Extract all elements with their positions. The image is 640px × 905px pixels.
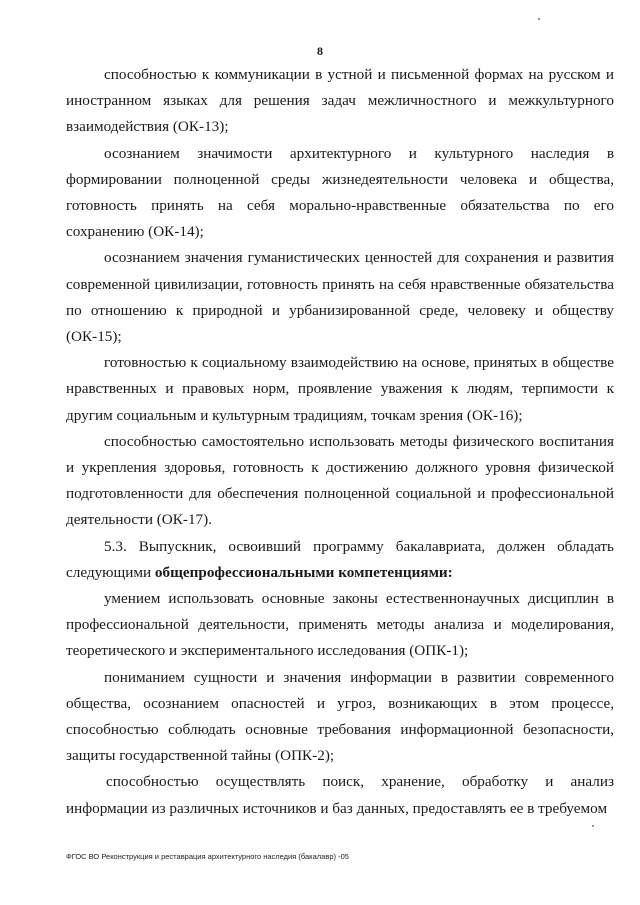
paragraph-opk-3-start: способностью осуществлять поиск, хранение, обработку и анализ информации из различных источников и баз данных, предоставлять ее в требуемом [66,773,614,817]
section-5-3 [66,534,614,586]
scan-speck [538,18,540,20]
paragraph-ok-17: способностью самостоятельно использовать методы физического воспитания и укрепления здоровья, готовность к достижению должного уровня физической подготовленности для обеспечения полноценной социальной и профессиональной деятельности (ОК-17). [66,432,614,529]
page-number: 8 [317,44,323,58]
section-5-3-lead: 5.3. Выпускник, освоивший программу бакалавриата, должен обладать следующими [66,537,614,581]
document-footer: ФГОС ВО Реконструкция и реставрация архитектурного наследия (бакалавр) -05 [66,852,349,861]
scan-speck [592,825,594,827]
paragraph-ok-13: способностью к коммуникации в устной и письменной формах на русском и иностранном языках для решения задач межличностного и межкультурного взаимодействия (ОК-13); [66,66,614,136]
paragraph-ok-14: осознанием значимости архитектурного и культурного наследия в формировании полноценной среды жизнедеятельности человека и общества, готовность принять на себя морально-нравственные обязательства по его сохранению (ОК-14); [66,144,614,241]
section-5-3-bold-term: общепрофессиональными компетенциями: [154,563,453,581]
paragraph-opk-1: умением использовать основные законы естественнонаучных дисциплин в профессиональной деятельности, применять методы анализа и моделирования, теоретического и экспериментального исследования (ОПК-1); [66,590,614,660]
paragraph-ok-16: готовностью к социальному взаимодействию на основе, принятых в обществе нравственных и правовых норм, проявление уважения к людям, терпимости к другим социальным и культурным традициям, точкам зрения (ОК-16); [66,354,614,424]
document-body [66,62,614,822]
paragraph-opk-2: пониманием сущности и значения информации в развитии современного общества, осознанием опасностей и угроз, возникающих в этом процессе, способностью соблюдать основные требования информационной безопасности, защиты государственной тайны (ОПК-2); [66,668,614,765]
paragraph-ok-15: осознанием значения гуманистических ценностей для сохранения и развития современной цивилизации, готовность принять на себя нравственные обязательства по отношению к природной и урбанизированной среде, человеку и обществу (ОК-15); [66,249,614,346]
